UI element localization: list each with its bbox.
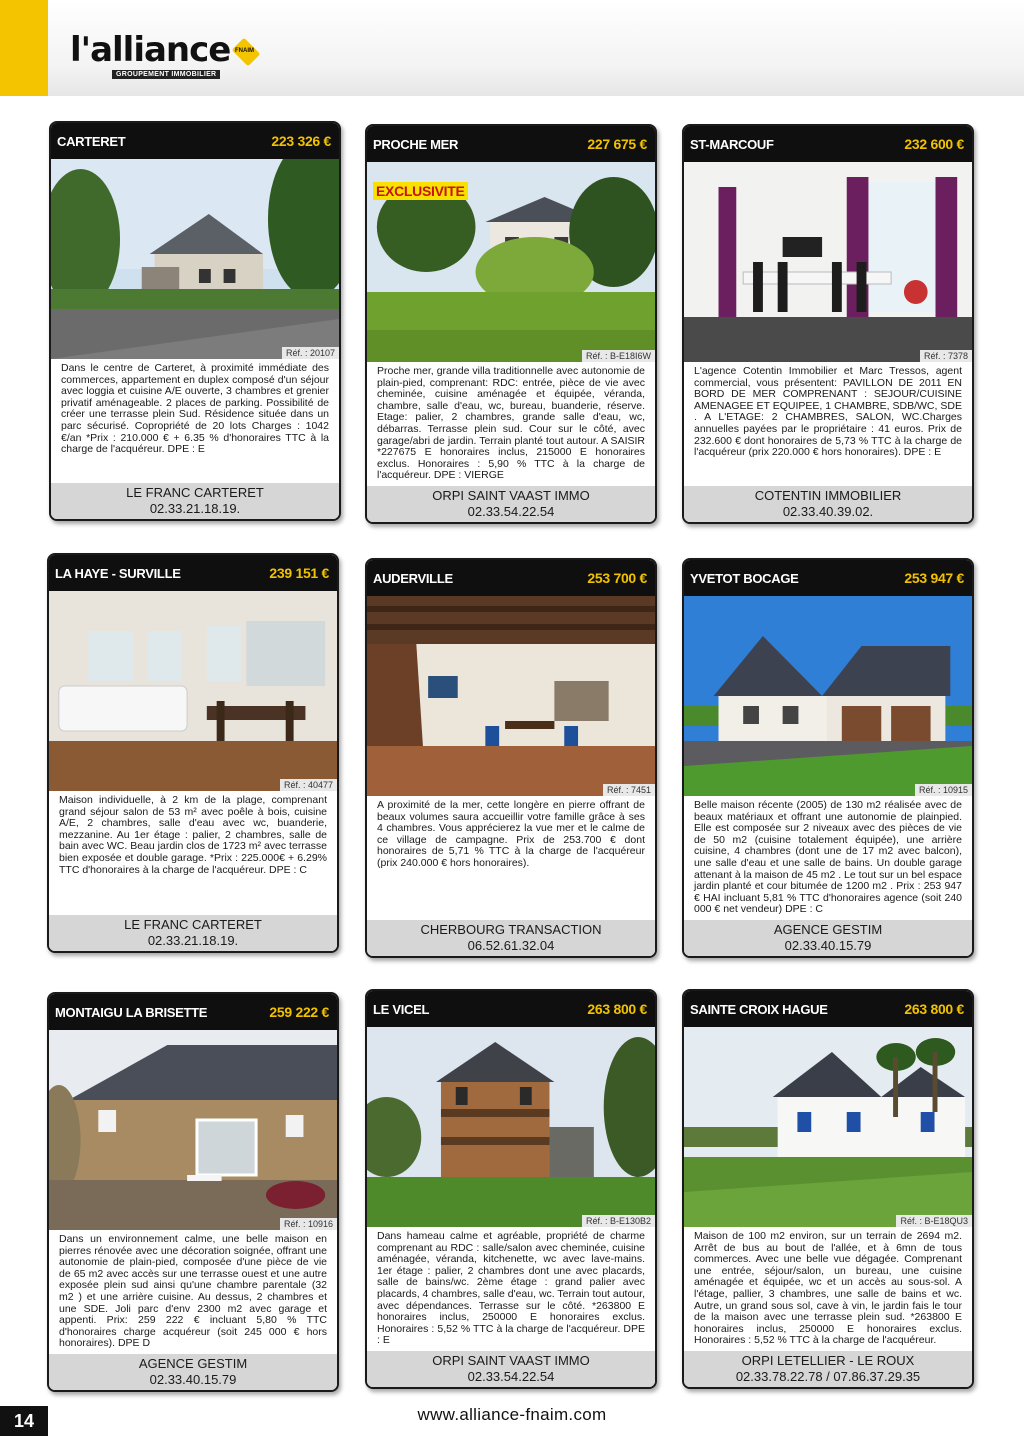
house-stone-street-image (51, 159, 339, 359)
agency-phone[interactable]: 02.33.40.15.79 (149, 1372, 237, 1387)
listing-reference: Réf. : 7451 (603, 784, 655, 796)
listing-description: Maison individuelle, à 2 km de la plage, comprenant grand séjour salon de 53 m² avec poêle à bois, cuisine A/E, 2 chambres, salle d'eau avec wc, buanderie, mezzanine. Au 1er étage : palier, 2 chambres, salle de bain avec WC. Beau jardin clos de 1723 m² avec terrasse bien exposée et double garage. *Prix : 225.000€ + 6.29% TTC d'honoraires à la charge de l'acquéreur. DPE : C (59, 794, 327, 876)
header-accent-bar (0, 0, 48, 96)
listing-reference: Réf. : 10915 (915, 784, 972, 796)
listing-agency[interactable] (367, 1351, 655, 1387)
listing-card[interactable] (682, 124, 974, 524)
agency-name: ORPI SAINT VAAST IMMO (432, 1353, 590, 1368)
listing-description: Maison de 100 m2 environ, sur un terrain de 2694 m2. Arrêt de bus au bout de l'allée, et à 6mn de tous commerces. Avec une belle vue dégagée. Comprenant une entrée, séjour/salon, un bureau, une cuisine aménagée et équipée, wc et un accès au sous-sol. A l'étage, pallier, 3 chambres, une salle de bains et wc. Autre, un grand sous sol, cave à vin, le jardin fais le tour de la maison avec une terrasse plein sud. *263800 E honoraires inclus, 250000 E honoraires exclus. Honoraires : 5,52 % TTC à la charge de l'acquéreur. (694, 1230, 962, 1347)
agency-name: COTENTIN IMMOBILIER (754, 488, 902, 503)
listing-price: 232 600 € (904, 136, 964, 152)
listing-price: 223 326 € (271, 133, 331, 149)
listing-price: 263 800 € (587, 1001, 647, 1017)
agency-phone[interactable]: 02.33.21.18.19. (149, 501, 241, 516)
listing-photo[interactable] (367, 162, 655, 362)
listing-photo[interactable] (49, 591, 337, 791)
listing-title-bar (684, 991, 972, 1027)
listing-price: 253 947 € (904, 570, 964, 586)
listing-agency[interactable] (684, 920, 972, 956)
listing-title-bar (49, 555, 337, 591)
listing-card[interactable] (682, 989, 974, 1389)
listing-title-bar (367, 560, 655, 596)
manor-house-lawn-image (367, 1027, 655, 1227)
listing-reference: Réf. : B-E130B2 (582, 1215, 655, 1227)
listing-reference: Réf. : 40477 (280, 779, 337, 791)
agency-phone[interactable]: 06.52.61.32.04 (467, 938, 555, 953)
listing-description: L'agence Cotentin Immobilier et Marc Tressos, agent commercial, vous présentent: PAVILLON DE 2011 EN BORD DE MER COMPRENANT : SEJOUR/CUISINE AMENAGEE ET EQUIPEE, 1 CHAMBRE, SDB/WC, SDE . A L'ETAGE: 2 CHAMBRES, SALON, WC.Charges annuelles payées par le propriétaire : 41 euros. Prix de 232.600 € dont honoraires de 5,73 % TTC à la charge de l'acquéreur (prix 220.000 € hors honoraires). DPE : E (694, 365, 962, 459)
listing-title-bar (51, 123, 339, 159)
listing-agency[interactable] (684, 486, 972, 522)
listing-photo[interactable] (51, 159, 339, 359)
listing-agency[interactable] (684, 1351, 972, 1387)
listing-description: A proximité de la mer, cette longère en pierre offrant de beaux volumes saura accueillir votre famille grâce à ses 4 chambres. Vous apprécierez la vue mer et le calme de ce village de campagne. Prix de 253.700 € dont honoraires de 5,71 % TTC à la charge de l'acquéreur (prix 240.000 € hors honoraires). (377, 799, 645, 869)
listing-city: AUDERVILLE (373, 570, 453, 586)
listing-reference: Réf. : B-E18QU3 (896, 1215, 972, 1227)
listing-title-bar (684, 560, 972, 596)
logo-subtitle: GROUPEMENT IMMOBILIER (112, 70, 220, 79)
listing-description: Dans un environnement calme, une belle maison en pierres rénovée avec une décoration soignée, offrant une autonomie de plain-pied, composée d'une pièce de vie de 65 m2 avec accès sur une terrasse ouest et une autre exposée plein sud ainsi qu'une chambre parentale (32 m2 ) et une arrière cuisine. Au dessus, 2 chambres et une SDE. Joli parc d'env 2300 m2 avec garage et appenti. Prix: 259 222 € incluant 5,80 % TTC d'honoraires charge acquéreur (soit 245 000 € hors honoraires). DPE D (59, 1233, 327, 1350)
listing-city: SAINTE CROIX HAGUE (690, 1001, 828, 1017)
beamed-room-interior-image (367, 596, 655, 796)
listing-city: MONTAIGU LA BRISETTE (55, 1004, 208, 1020)
logo-wordmark: l'alliance (70, 30, 231, 70)
agency-name: AGENCE GESTIM (138, 1356, 248, 1371)
listing-agency[interactable] (51, 483, 339, 519)
listing-city: PROCHE MER (373, 136, 459, 152)
listing-city: CARTERET (57, 133, 126, 149)
stone-house-terrace-image (49, 1030, 337, 1230)
agency-phone[interactable]: 02.33.21.18.19. (147, 933, 239, 948)
exclusivity-badge: EXCLUSIVITE (373, 182, 468, 200)
listing-photo[interactable] (684, 596, 972, 796)
listing-photo[interactable] (684, 162, 972, 362)
listing-price: 227 675 € (587, 136, 647, 152)
listing-card[interactable] (365, 124, 657, 524)
listing-city: LA HAYE - SURVILLE (55, 565, 181, 581)
listing-card[interactable] (47, 992, 339, 1392)
agency-name: AGENCE GESTIM (773, 922, 883, 937)
white-house-palms-image (684, 1027, 972, 1227)
dining-room-interior-image (684, 162, 972, 362)
listing-agency[interactable] (49, 915, 337, 951)
living-room-interior-image (49, 591, 337, 791)
page-number: 14 (0, 1406, 48, 1436)
listing-city: ST-MARCOUF (690, 136, 774, 152)
listing-reference: Réf. : 10916 (280, 1218, 337, 1230)
agency-name: CHERBOURG TRANSACTION (420, 922, 602, 937)
listing-title-bar (367, 991, 655, 1027)
listing-title-bar (367, 126, 655, 162)
listing-description: Proche mer, grande villa traditionnelle avec autonomie de plain-pied, comprenant: RDC: entrée, pièce de vie avec cheminée, cuisine aménagée et équipée, véranda, chambre, salle d'eau, wc, bureau, buanderie, réserve. Etage: palier, 2 chambres, grande salle d'eau, wc, débarras. Terrasse plein sud. Cour sur le côté, avec garage/abri de jardin. Terrain planté tout autour. A SAISIR *227675 E honoraires inclus, 215000 E honoraires exclus. Honoraires : 5,90 % TTC à la charge de l'acquéreur. DPE : VIERGE (377, 365, 645, 482)
listing-card[interactable] (682, 558, 974, 958)
listing-card[interactable] (365, 989, 657, 1389)
agency-name: ORPI LETELLIER - LE ROUX (741, 1353, 915, 1368)
listing-price: 253 700 € (587, 570, 647, 586)
listing-agency[interactable] (367, 486, 655, 522)
agency-phone[interactable]: 02.33.54.22.54 (467, 1369, 555, 1384)
listing-card[interactable] (49, 121, 341, 521)
website-link[interactable]: www.alliance-fnaim.com (417, 1405, 607, 1424)
agency-name: ORPI SAINT VAAST IMMO (432, 488, 590, 503)
listing-agency[interactable] (367, 920, 655, 956)
listing-price: 263 800 € (904, 1001, 964, 1017)
listing-card[interactable] (47, 553, 339, 953)
listing-city: YVETOT BOCAGE (690, 570, 799, 586)
agency-name: LE FRANC CARTERET (124, 917, 262, 932)
listing-photo[interactable] (684, 1027, 972, 1227)
listing-description: Belle maison récente (2005) de 130 m2 réalisée avec de beaux matériaux et offrant une autonomie de plainpied. Elle est composée sur 2 niveaux avec des pièces de vie de 50 m2 (cuisine totalement équipée), une arrière cuisine, 4 chambres (dont une de 17 m2 avec balcon), une salle d'eau et une salle de bains. Un double garage attenant à la maison de 45 m2 . Le tout sur un bel espace jardin planté et cour bitumée de 1200 m2 . Prix : 253 947 € HAI incluant 5,81 % TTC d'honoraires agence (soit 240 000 € net vendeur) DPE : C (694, 799, 962, 916)
logo-badge-label: FNAIM (235, 48, 254, 54)
agency-phone[interactable]: 02.33.40.39.02. (782, 504, 874, 519)
listing-price: 259 222 € (269, 1004, 329, 1020)
alliance-logo[interactable] (70, 30, 270, 86)
listing-reference: Réf. : 20107 (282, 347, 339, 359)
agency-name: LE FRANC CARTERET (126, 485, 264, 500)
modern-house-blue-sky-image (684, 596, 972, 796)
listing-card[interactable] (365, 558, 657, 958)
listing-title-bar (49, 994, 337, 1030)
listing-title-bar (684, 126, 972, 162)
agency-phone[interactable]: 02.33.54.22.54 (467, 504, 555, 519)
listing-price: 239 151 € (269, 565, 329, 581)
listing-description: Dans hameau calme et agréable, propriété de charme comprenant au RDC : salle/salon avec cheminée, cuisine aménagée, véranda, kitchenette, wc avec lave-mains. 1er étage : palier, 2 chambres dont une avec placards, salle de bains/wc. 2ème étage : grand palier avec placards, 4 chambres, salle d'eau, wc. Terrain tout autour, avec dépendances. Terrasse sur le côté. *263800 E honoraires inclus, 250000 E honoraires exclus. Honoraires : 5,52 % TTC à la charge de l'acquéreur. DPE : E (377, 1230, 645, 1347)
listing-city: LE VICEL (373, 1001, 430, 1017)
listing-photo[interactable] (49, 1030, 337, 1230)
agency-phone[interactable]: 02.33.40.15.79 (784, 938, 872, 953)
listing-photo[interactable] (367, 1027, 655, 1227)
listing-agency[interactable] (49, 1354, 337, 1390)
listing-description: Dans le centre de Carteret, à proximité immédiate des commerces, appartement en duplex composé d'un séjour avec loggia et cuisine A/E ouverte, 3 chambres et grenier privatif aménageable. 2 places de parking. Possibilité de créer une terrasse plein Sud. Résidence située dans un parc sécurisé. Copropriété de 20 lots Charges : 1042 €/an *Prix : 210.000 € + 6.35 % d'honoraires TTC à la charge de l'acquéreur. DPE : E (61, 362, 329, 456)
listing-photo[interactable] (367, 596, 655, 796)
listing-reference: Réf. : 7378 (920, 350, 972, 362)
listing-reference: Réf. : B-E18I6W (582, 350, 655, 362)
page-header (0, 0, 1024, 96)
agency-phone[interactable]: 02.33.78.22.78 / 07.86.37.29.35 (735, 1369, 921, 1384)
